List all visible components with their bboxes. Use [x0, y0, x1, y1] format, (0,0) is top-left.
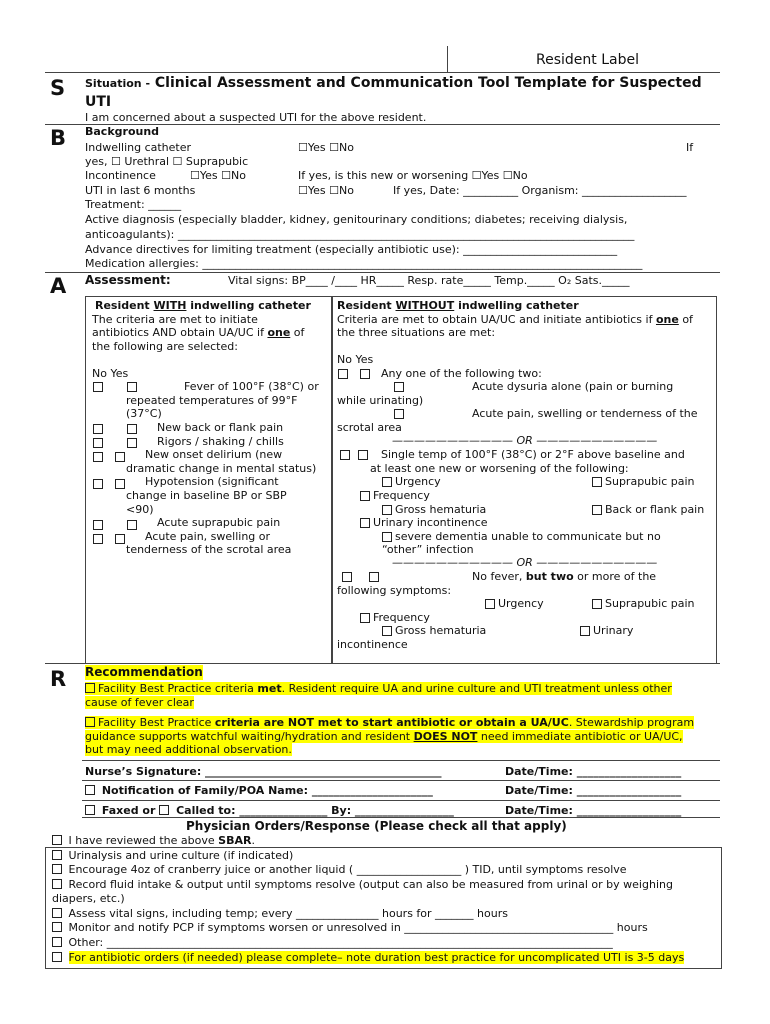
or-divider-1: ——————————— OR ———————————: [392, 434, 658, 447]
with-title-post: indwelling catheter: [186, 299, 311, 312]
gross-hematuria-2-checkbox[interactable]: [382, 626, 392, 636]
with-yes-checkbox[interactable]: [127, 520, 137, 530]
frequency-2-checkbox[interactable]: [360, 613, 370, 623]
without-crit1-post: of: [678, 313, 693, 326]
uti-last-6-months-label: UTI in last 6 months: [85, 184, 196, 197]
with-criteria-1: The criteria are met to initiate: [92, 313, 258, 326]
gross-hematuria-checkbox[interactable]: [382, 505, 392, 515]
with-crit2-ul: one: [267, 326, 291, 339]
with-item-fever-2: repeated temperatures of 99°F: [126, 394, 298, 407]
nofever-bold: but two: [525, 570, 574, 583]
with-item-scrotal-2: tenderness of the scrotal area: [126, 543, 292, 556]
without-single-no-checkbox[interactable]: [340, 450, 350, 460]
resident-label: Resident Label: [536, 52, 639, 68]
recommendation-option-not-met[interactable]: [85, 716, 715, 757]
with-title-pre: Resident: [95, 299, 154, 312]
without-any-yes-checkbox[interactable]: [360, 369, 370, 379]
without-title-post: indwelling catheter: [454, 299, 579, 312]
with-item-delirium: New onset delirium (new: [145, 448, 283, 461]
with-yes-checkbox[interactable]: [115, 479, 125, 489]
with-no-checkbox[interactable]: [93, 534, 103, 544]
vital-signs-fields[interactable]: Vital signs: BP____ /____ HR_____ Resp. rate_____ Temp._____ O₂ Sats._____: [228, 274, 630, 287]
without-nofever-no-checkbox[interactable]: [342, 572, 352, 582]
suprapubic-2-label: Suprapubic pain: [605, 597, 695, 610]
with-no-checkbox[interactable]: [93, 438, 103, 448]
letter-a: A: [50, 274, 67, 298]
with-item-back-pain: New back or flank pain: [157, 421, 284, 434]
if-label: If: [686, 141, 694, 154]
situation-concern: I am concerned about a suspected UTI for the above resident.: [85, 111, 427, 124]
signatures-top-rule: [82, 760, 720, 761]
situation-top-rule: [45, 72, 720, 73]
letter-s: S: [50, 76, 66, 100]
reviewed-bold: SBAR: [218, 834, 252, 847]
situation-title: [85, 74, 702, 111]
recommendation-heading: Recommendation: [85, 665, 203, 679]
with-item-scrotal: Acute pain, swelling or: [145, 530, 271, 543]
with-no-yes-header: No Yes: [92, 367, 129, 380]
with-item-hypotension: Hypotension (significant: [145, 475, 279, 488]
with-yes-checkbox[interactable]: [127, 382, 137, 392]
without-any-one: Any one of the following two:: [381, 367, 542, 380]
incontinence-2-label: incontinence: [337, 638, 408, 651]
with-no-checkbox[interactable]: [93, 424, 103, 434]
order-fluid-intake-2: diapers, etc.): [52, 892, 125, 905]
with-crit2-post: of: [290, 326, 305, 339]
without-single-temp-2: at least one new or worsening of the following:: [370, 462, 629, 475]
with-no-checkbox[interactable]: [93, 479, 103, 489]
called-label: Called to: ________________ By: __________________: [176, 804, 454, 817]
order-vitals-label: Assess vital signs, including temp; every _______________ hours for _______ hours: [68, 907, 508, 920]
with-catheter-title: [95, 299, 311, 313]
without-single-yes-checkbox[interactable]: [358, 450, 368, 460]
date-time-1-field[interactable]: Date/Time: ___________________: [505, 765, 682, 778]
urgency-checkbox[interactable]: [382, 477, 392, 487]
dementia-label: severe dementia unable to communicate but no: [395, 530, 661, 543]
gross-hematuria-label: Gross hematuria: [395, 503, 487, 516]
active-diagnosis-label: Active diagnosis (especially bladder, kidney, genitourinary conditions; diabetes; receiving dialysis,: [85, 213, 628, 226]
without-catheter-title: [337, 299, 579, 313]
rec1-bold: met: [257, 682, 282, 695]
rec2-line2: guidance supports watchful waiting/hydration and resident: [85, 729, 414, 743]
without-title-ul: WITHOUT: [395, 299, 455, 312]
reviewed-post: .: [251, 834, 255, 847]
with-yes-checkbox[interactable]: [115, 534, 125, 544]
dementia-checkbox[interactable]: [382, 532, 392, 542]
urgency-2-label: Urgency: [498, 597, 544, 610]
without-criteria-1: [337, 313, 693, 327]
without-any-no-checkbox[interactable]: [338, 369, 348, 379]
resident-label-divider: [447, 46, 448, 72]
rec2-bold: criteria are NOT met to start antibiotic or obtain a UA/UC: [214, 716, 569, 729]
with-criteria-2: [92, 326, 304, 340]
new-worsening-options[interactable]: If yes, is this new or worsening ☐Yes ☐No: [298, 169, 528, 182]
with-item-fever: Fever of 100°F (38°C) or: [184, 380, 319, 393]
rec2-line2-post: need immediate antibiotic or UA/UC,: [477, 729, 683, 743]
rec1-line2: cause of fever clear: [85, 695, 194, 709]
without-single-temp: Single temp of 100°F (38°C) or 2°F above baseline and: [381, 448, 685, 461]
physician-reviewed[interactable]: [52, 834, 255, 848]
with-item-suprapubic: Acute suprapubic pain: [157, 516, 281, 529]
signatures-rule-4: [82, 817, 720, 818]
rec1-pre: Facility Best Practice criteria: [98, 682, 258, 695]
urgency-2-checkbox[interactable]: [485, 599, 495, 609]
urgency-label: Urgency: [395, 475, 441, 488]
signatures-rule-3: [82, 800, 720, 801]
order-antibiotic-label: For antibiotic orders (if needed) please complete– note duration best practice for uncomplicated UTI is 3-5 days: [68, 951, 685, 964]
without-nofever-yes-checkbox[interactable]: [369, 572, 379, 582]
frequency-checkbox[interactable]: [360, 491, 370, 501]
order-monitor-label: Monitor and notify PCP if symptoms worsen or unresolved in ______________________________________ hours: [68, 921, 648, 934]
rec1-post: . Resident require UA and urine culture and UTI treatment unless other: [281, 682, 672, 695]
with-item-fever-3: (37°C): [126, 407, 162, 420]
situation-label: Situation -: [85, 77, 151, 90]
order-other[interactable]: [52, 936, 712, 950]
catheter-type-options[interactable]: yes, ☐ Urethral ☐ Suprapubic: [85, 155, 249, 168]
suprapubic-label: Suprapubic pain: [605, 475, 695, 488]
rec2-pre: Facility Best Practice: [98, 716, 215, 729]
without-crit1-pre: Criteria are met to obtain UA/UC and initiate antibiotics if: [337, 313, 656, 326]
treatment-field[interactable]: Treatment: ______: [85, 198, 182, 211]
without-dysuria: Acute dysuria alone (pain or burning: [472, 380, 674, 393]
without-scrotal-2: scrotal area: [337, 421, 402, 434]
without-scrotal: Acute pain, swelling or tenderness of the: [472, 407, 698, 420]
indwelling-catheter-options[interactable]: ☐Yes ☐No: [298, 141, 354, 154]
without-title-pre: Resident: [337, 299, 396, 312]
anticoagulants-field[interactable]: anticoagulants): ___________________________________________________________________________________: [85, 228, 635, 241]
date-time-2-field[interactable]: Date/Time: ___________________: [505, 784, 682, 797]
with-yes-checkbox[interactable]: [115, 452, 125, 462]
situation-title-line2: UTI: [85, 94, 112, 110]
order-urinalysis-label: Urinalysis and urine culture (if indicated): [68, 849, 294, 862]
with-no-checkbox[interactable]: [93, 520, 103, 530]
incontinence-label: Incontinence: [85, 169, 156, 182]
indwelling-catheter-label: Indwelling catheter: [85, 141, 192, 154]
incontinence-options[interactable]: ☐Yes ☐No: [190, 169, 246, 182]
suprapubic-checkbox[interactable]: [592, 477, 602, 487]
without-scrotal-checkbox[interactable]: [394, 409, 404, 419]
assessment-heading: Assessment:: [85, 273, 171, 287]
with-crit2-pre: antibiotics AND obtain UA/UC if: [92, 326, 268, 339]
with-no-checkbox[interactable]: [93, 382, 103, 392]
situation-title-line1: Clinical Assessment and Communication Tool Template for Suspected: [154, 75, 702, 91]
uti-last-6-months-options[interactable]: ☐Yes ☐No: [298, 184, 354, 197]
without-criteria-2: the three situations are met:: [337, 326, 496, 339]
with-item-delirium-2: dramatic change in mental status): [126, 462, 317, 475]
physician-heading: Physician Orders/Response (Please check all that apply): [186, 819, 567, 833]
notification-label: Notification of Family/POA Name: ______________________: [101, 784, 433, 797]
with-yes-checkbox[interactable]: [127, 424, 137, 434]
urinary-incontinence-label: Urinary incontinence: [373, 516, 488, 529]
frequency-label: Frequency: [373, 489, 430, 502]
dementia-label-2: “other” infection: [382, 543, 474, 556]
urinary-2-label: Urinary: [593, 624, 634, 637]
recommendation-top-rule: [45, 663, 720, 664]
order-fluid-intake[interactable]: [52, 878, 673, 892]
without-no-yes-header: No Yes: [337, 353, 374, 366]
suprapubic-2-checkbox[interactable]: [592, 599, 602, 609]
with-yes-checkbox[interactable]: [127, 438, 137, 448]
frequency-2-label: Frequency: [373, 611, 430, 624]
gross-hematuria-2-label: Gross hematuria: [395, 624, 487, 637]
with-criteria-3: the following are selected:: [92, 340, 238, 353]
with-title-ul: WITH: [153, 299, 187, 312]
order-vitals[interactable]: [52, 907, 508, 921]
order-cranberry[interactable]: [52, 863, 627, 877]
order-other-label: Other: ____________________________________________________________________________________________: [68, 936, 613, 949]
notification-field[interactable]: [85, 784, 433, 798]
advance-directives-field[interactable]: Advance directives for limiting treatment (especially antibiotic use): ____________________________: [85, 243, 618, 256]
rec2-line2-bold: DOES NOT: [413, 729, 478, 743]
urinary-2-checkbox[interactable]: [580, 626, 590, 636]
rec2-line3: but may need additional observation.: [85, 743, 292, 756]
without-dysuria-2: while urinating): [337, 394, 424, 407]
nofever-pre: No fever,: [472, 570, 526, 583]
order-monitor[interactable]: [52, 921, 648, 935]
medication-allergies-field[interactable]: Medication allergies: ________________________________________________________________________________: [85, 257, 643, 270]
recommendation-option-met[interactable]: [85, 682, 715, 709]
order-fluid-intake-label: Record fluid intake & output until symptoms resolve (output can also be measured from urinal or by weighing: [68, 878, 673, 891]
date-organism-field[interactable]: If yes, Date: __________ Organism: ___________________: [393, 184, 687, 197]
order-urinalysis[interactable]: [52, 849, 293, 863]
with-item-rigors: Rigors / shaking / chills: [157, 435, 284, 448]
date-time-3-field[interactable]: Date/Time: ___________________: [505, 804, 682, 817]
letter-b: B: [50, 126, 67, 150]
signatures-rule-2: [82, 780, 720, 781]
following-symptoms: following symptoms:: [337, 584, 452, 597]
order-antibiotic[interactable]: [52, 951, 684, 965]
without-crit1-ul: one: [655, 313, 679, 326]
rec2-post: . Stewardship program: [568, 716, 695, 729]
back-flank-checkbox[interactable]: [592, 505, 602, 515]
urinary-incontinence-checkbox[interactable]: [360, 518, 370, 528]
background-heading: Background: [85, 125, 160, 138]
back-flank-label: Back or flank pain: [605, 503, 705, 516]
reviewed-pre: I have reviewed the above: [68, 834, 219, 847]
or-divider-2: ——————————— OR ———————————: [392, 556, 658, 569]
with-no-checkbox[interactable]: [93, 452, 103, 462]
without-dysuria-checkbox[interactable]: [394, 382, 404, 392]
with-item-hypotension-2: change in baseline BP or SBP: [126, 489, 287, 502]
order-cranberry-label: Encourage 4oz of cranberry juice or another liquid ( ___________________ ) TID, until symptoms resolve: [68, 863, 627, 876]
faxed-called-field[interactable]: [85, 804, 454, 818]
nofever-post: or more of the: [573, 570, 657, 583]
nurse-signature-field[interactable]: Nurse’s Signature: ___________________________________________: [85, 765, 442, 778]
faxed-label: Faxed or: [101, 804, 156, 817]
with-item-hypotension-3: <90): [126, 503, 154, 516]
without-no-fever: [472, 570, 656, 584]
letter-r: R: [50, 667, 67, 691]
